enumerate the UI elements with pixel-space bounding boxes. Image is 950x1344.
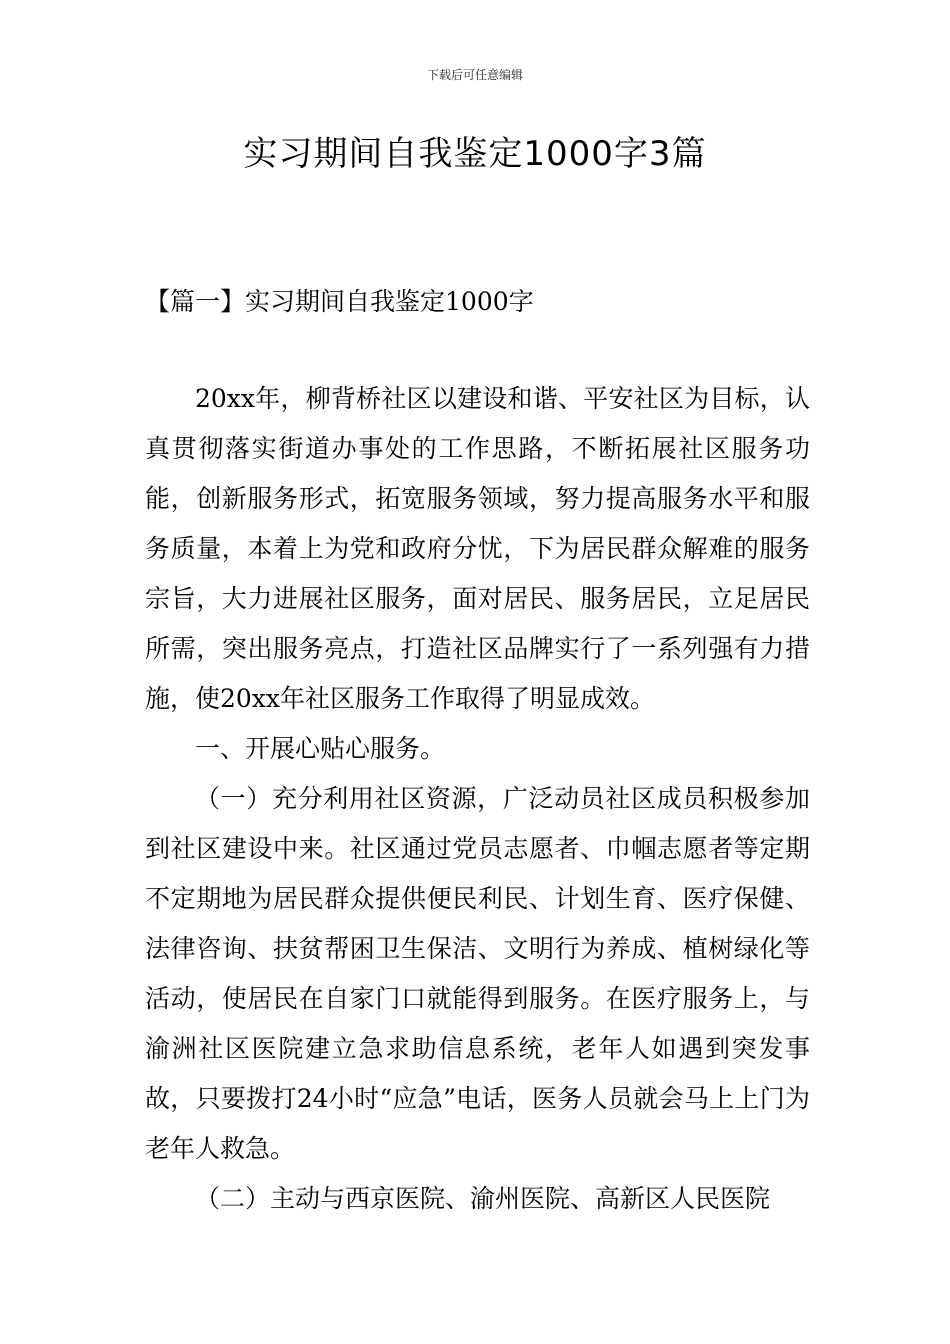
document-body (145, 374, 810, 1224)
header-note: 下载后可任意编辑 (426, 68, 523, 82)
paragraph: （一）充分利用社区资源，广泛动员社区成员积极参加到社区建设中来。社区通过党员志愿者、巾帼志愿者等定期不定期地为居民群众提供便民利民、计划生育、医疗保健、法律咨询、扶贫帮困卫生保洁、文明行为养成、植树绿化等活动，使居民在自家门口就能得到服务。在医疗服务上，与渝洲社区医院建立急求助信息系统，老年人如遇到突发事故，只要拨打24小时“应急”电话，医务人员就会马上上门为老年人救急。 (145, 784, 810, 1163)
paragraph: 一、开展心贴心服务。 (195, 734, 446, 763)
section-heading: 【篇一】实习期间自我鉴定1000字 (145, 287, 534, 316)
paragraph: 20xx年，柳背桥社区以建设和谐、平安社区为目标，认真贯彻落实街道办事处的工作思路，不断拓展社区服务功能，创新服务形式，拓宽服务领域，努力提高服务水平和服务质量，本着上为党和政府分忧，下为居民群众解难的服务宗旨，大力进展社区服务，面对居民、服务居民，立足居民所需，突出服务亮点，打造社区品牌实行了一系列强有力措施，使20xx年社区服务工作取得了明显成效。 (145, 384, 810, 713)
document-title: 实习期间自我鉴定1000字3篇 (243, 134, 707, 174)
paragraph: （二）主动与西京医院、渝州医院、高新区人民医院 (195, 1184, 771, 1213)
